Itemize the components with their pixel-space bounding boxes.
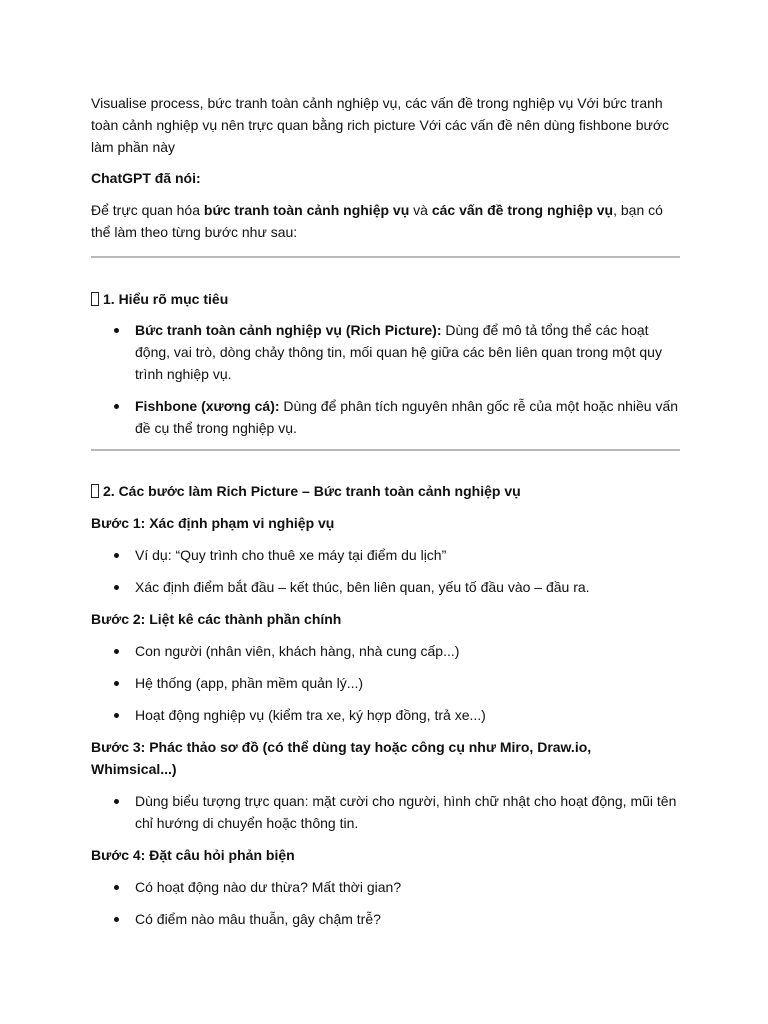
list-item: Có điểm nào mâu thuẫn, gây chậm trễ?	[91, 908, 680, 930]
step-3-list	[91, 790, 680, 834]
step-4-list	[91, 876, 680, 930]
missing-glyph-icon	[91, 484, 99, 498]
list-item: Hoạt động nghiệp vụ (kiểm tra xe, ký hợp đồng, trả xe...)	[91, 704, 680, 726]
user-message: Visualise process, bức tranh toàn cảnh nghiệp vụ, các vấn đề trong nghiệp vụ Với bức tranh toàn cảnh nghiệp vụ nên trực quan bằng rich picture Với các vấn đề nên dùng fishbone bước làm phần này	[91, 95, 670, 155]
step-2-title: Bước 2: Liệt kê các thành phần chính	[91, 611, 342, 627]
section-1-title-text: 1. Hiểu rõ mục tiêu	[103, 291, 229, 307]
list-item-bold: Bức tranh toàn cảnh nghiệp vụ (Rich Picture):	[135, 322, 442, 338]
lead-bold-2: các vấn đề trong nghiệp vụ	[431, 202, 614, 218]
section-1-list	[91, 319, 680, 439]
lead-text-2: và	[409, 202, 432, 218]
divider	[91, 256, 680, 258]
list-item: Dùng biểu tượng trực quan: mặt cười cho người, hình chữ nhật cho hoạt động, mũi tên chỉ hướng di chuyển hoặc thông tin.	[91, 790, 680, 834]
list-item: Ví dụ: “Quy trình cho thuê xe máy tại điểm du lịch”	[91, 544, 680, 566]
lead-paragraph	[91, 199, 680, 243]
section-1-title	[91, 288, 680, 310]
list-item-text: Dùng để mô tả tổng thể các hoạt động, vai trò, dòng chảy thông tin, mối quan hệ giữa các bên liên quan trong một quy trình nghiệp vụ.	[135, 322, 662, 382]
lead-text-3: , bạn có thể làm theo từng bước như sau:	[91, 202, 663, 240]
step-2-list	[91, 640, 680, 726]
missing-glyph-icon	[91, 292, 99, 306]
step-3-title: Bước 3: Phác thảo sơ đồ (có thể dùng tay hoặc công cụ như Miro, Draw.io, Whimsical...)	[91, 739, 592, 777]
list-item: Con người (nhân viên, khách hàng, nhà cung cấp...)	[91, 640, 680, 662]
list-item: Hệ thống (app, phần mềm quản lý...)	[91, 672, 680, 694]
list-item	[91, 395, 680, 439]
lead-text-1: Để trực quan hóa	[91, 202, 204, 218]
list-item	[91, 319, 680, 385]
divider	[91, 449, 680, 451]
lead-bold-1: bức tranh toàn cảnh nghiệp vụ	[203, 202, 410, 218]
section-2-title-text: 2. Các bước làm Rich Picture – Bức tranh toàn cảnh nghiệp vụ	[103, 483, 521, 499]
list-item-bold: Fishbone (xương cá):	[135, 398, 280, 414]
step-1-list	[91, 544, 680, 598]
list-item-text: Dùng để phân tích nguyên nhân gốc rễ của một hoặc nhiều vấn đề cụ thể trong nghiệp vụ.	[135, 398, 679, 436]
step-1-title: Bước 1: Xác định phạm vi nghiệp vụ	[91, 515, 335, 531]
list-item: Có hoạt động nào dư thừa? Mất thời gian?	[91, 876, 680, 898]
speaker-label: ChatGPT đã nói:	[91, 170, 201, 186]
section-2-title	[91, 480, 680, 502]
step-4-title: Bước 4: Đặt câu hỏi phản biện	[91, 847, 295, 863]
list-item: Xác định điểm bắt đầu – kết thúc, bên liên quan, yếu tố đầu vào – đầu ra.	[91, 576, 680, 598]
